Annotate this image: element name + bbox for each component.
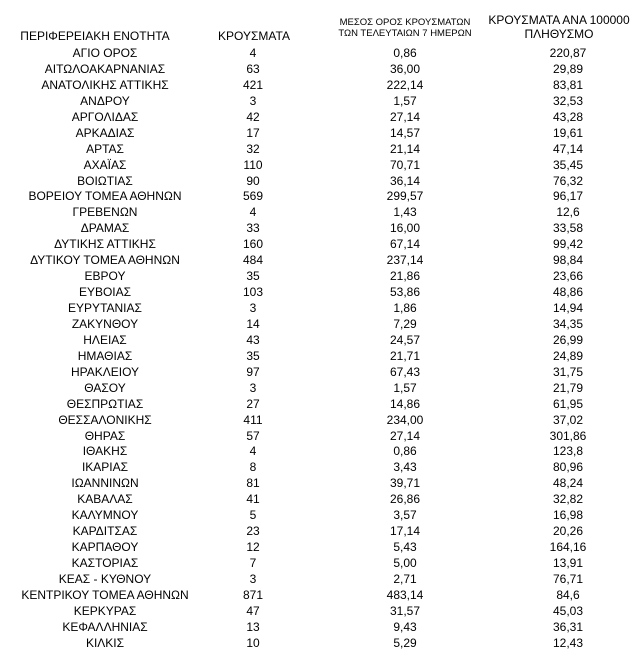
cases-cell: 10 [246,635,260,650]
per-100000-cell: 13,91 [552,556,584,570]
region-cell: ΗΜΑΘΙΑΣ [77,348,133,363]
per-100000-cell: 48,86 [552,285,584,300]
table-row [0,110,638,126]
seven-day-average-cell: 3,43 [393,460,417,475]
table-row [0,142,638,158]
region-cell: ΑΡΓΟΛΙΔΑΣ [71,109,139,124]
header-cases: ΚΡΟΥΣΜΑΤΑ [218,29,290,43]
table-row [0,604,638,620]
table-row [0,524,638,540]
cases-cell: 35 [246,269,260,284]
cases-cell: 569 [242,189,264,204]
seven-day-average-cell: 39,71 [389,476,421,491]
region-cell: ΔΡΑΜΑΣ [80,221,130,236]
region-cell: ΚΕΦΑΛΛΗΝΙΑΣ [62,619,148,634]
seven-day-average-cell: 5,00 [393,556,417,570]
per-100000-cell: 43,28 [552,109,584,124]
seven-day-average-cell: 1,57 [393,380,417,395]
region-cell: ΚΕΑΣ - ΚΥΘΝΟΥ [58,571,152,586]
table-row [0,78,638,94]
cases-cell: 13 [246,619,260,634]
table-row [0,444,638,460]
table-row [0,174,638,190]
seven-day-average-cell: 17,14 [389,524,421,539]
table-row [0,460,638,476]
cases-cell: 47 [246,603,260,618]
per-100000-cell: 14,94 [552,301,584,315]
table-row [0,62,638,78]
per-100000-cell: 12,43 [552,635,584,650]
cases-cell: 160 [242,237,264,252]
region-cell: ΘΕΣΠΡΩΤΙΑΣ [66,396,144,411]
cases-cell: 12 [246,540,260,555]
per-100000-cell: 76,32 [552,173,584,188]
per-100000-cell: 31,75 [552,364,584,379]
region-cell: ΚΙΛΚΙΣ [85,635,125,650]
seven-day-average-cell: 67,43 [389,364,421,379]
cases-cell: 3 [249,380,257,395]
per-100000-cell: 301,86 [549,428,587,443]
cases-cell: 3 [249,301,257,315]
table-row [0,556,638,572]
table-row [0,636,638,652]
seven-day-average-cell: 9,43 [393,619,417,634]
per-100000-cell: 80,96 [552,460,584,475]
cases-cell: 42 [246,109,260,124]
region-cell: ΙΘΑΚΗΣ [82,444,128,459]
table-row [0,349,638,365]
table-header [0,0,638,46]
table-row [0,413,638,429]
table-row [0,94,638,110]
cases-cell: 8 [249,460,257,475]
per-100000-cell: 16,98 [552,508,584,523]
cases-cell: 90 [246,173,260,188]
per-100000-cell: 76,71 [552,571,584,586]
cases-cell: 411 [243,412,263,427]
table-row [0,269,638,285]
per-100000-cell: 29,89 [552,61,584,76]
per-100000-cell: 61,95 [552,396,584,411]
table-row [0,301,638,317]
seven-day-average-cell: 21,14 [389,141,421,156]
per-100000-cell: 32,53 [552,93,584,108]
region-cell: ΚΑΣΤΟΡΙΑΣ [71,556,139,570]
seven-day-average-cell: 24,57 [389,332,421,347]
region-cell: ΑΙΤΩΛΟΑΚΑΡΝΑΝΙΑΣ [44,61,166,76]
region-cell: ΗΡΑΚΛΕΙΟΥ [70,364,140,379]
cases-cell: 7 [249,556,257,570]
per-100000-cell: 34,35 [552,316,584,331]
per-100000-cell: 24,89 [552,348,584,363]
cases-cell: 871 [242,587,264,602]
region-cell: ΒΟΙΩΤΙΑΣ [77,173,133,188]
region-cell: ΚΑΡΔΙΤΣΑΣ [72,524,138,539]
region-cell: ΕΥΒΟΙΑΣ [78,285,132,300]
cases-cell: 110 [243,157,263,172]
per-100000-cell: 123,8 [552,444,584,459]
header-cases-per-100000 [480,14,638,42]
seven-day-average-cell: 0,86 [393,444,417,459]
region-cell: ΑΓΙΟ ΟΡΟΣ [72,46,138,60]
seven-day-average-cell: 36,00 [389,61,421,76]
table-row [0,285,638,301]
seven-day-average-cell: 7,29 [393,316,417,331]
region-cell: ΒΟΡΕΙΟΥ ΤΟΜΕΑ ΑΘΗΝΩΝ [28,189,182,204]
seven-day-average-cell: 0,86 [393,46,417,60]
per-100000-cell: 96,17 [552,189,584,204]
seven-day-average-cell: 222,14 [386,77,424,92]
seven-day-average-cell: 16,00 [389,221,421,236]
region-cell: ΚΑΡΠΑΘΟΥ [71,540,139,555]
seven-day-average-cell: 36,14 [389,173,421,188]
per-100000-cell: 32,82 [552,492,584,507]
header-avg-line-1: ΜΕΣΟΣ ΟΡΟΣ ΚΡΟΥΣΜΑΤΩΝ [339,17,471,28]
cases-cell: 4 [249,444,257,459]
table-row [0,476,638,492]
region-cell: ΘΗΡΑΣ [84,428,126,443]
cases-cell: 23 [246,524,260,539]
region-cell: ΕΒΡΟΥ [84,269,126,284]
header-per-line-2: ΠΛΗΘΥΣΜΟ [524,26,594,41]
table-row [0,205,638,221]
seven-day-average-cell: 14,86 [389,396,421,411]
seven-day-average-cell: 53,86 [389,285,421,300]
per-100000-cell: 20,26 [552,524,584,539]
table-row [0,540,638,556]
seven-day-average-cell: 67,14 [389,237,421,252]
region-cell: ΑΡΤΑΣ [86,141,124,156]
cases-cell: 27 [246,396,260,411]
region-cell: ΙΩΑΝΝΙΝΩΝ [71,476,139,491]
table-row [0,397,638,413]
per-100000-cell: 84,6 [556,587,580,602]
seven-day-average-cell: 1,57 [393,93,417,108]
per-100000-cell: 48,24 [552,476,584,491]
per-100000-cell: 47,14 [552,141,584,156]
seven-day-average-cell: 5,43 [393,540,417,555]
cases-cell: 41 [246,492,260,507]
region-cell: ΘΑΣΟΥ [84,380,126,395]
seven-day-average-cell: 21,71 [389,348,421,363]
table-row [0,572,638,588]
region-cell: ΑΝΔΡΟΥ [80,93,130,108]
cases-cell: 63 [246,61,260,76]
per-100000-cell: 99,42 [552,237,584,252]
seven-day-average-cell: 234,00 [386,412,424,427]
cases-cell: 3 [249,571,257,586]
seven-day-average-cell: 483,14 [386,587,424,602]
cases-cell: 97 [246,364,260,379]
region-cell: ΑΝΑΤΟΛΙΚΗΣ ΑΤΤΙΚΗΣ [41,77,169,92]
region-cell: ΚΑΛΥΜΝΟΥ [71,508,139,523]
seven-day-average-cell: 26,86 [389,492,421,507]
table-body [0,46,638,652]
table-row [0,253,638,269]
region-cell: ΑΡΚΑΔΙΑΣ [75,125,135,140]
cases-cell: 81 [246,476,260,491]
table-row [0,317,638,333]
table-row [0,508,638,524]
cases-cell: 103 [242,285,264,300]
seven-day-average-cell: 1,43 [393,205,417,220]
table-row [0,126,638,142]
per-100000-cell: 98,84 [552,253,584,268]
per-100000-cell: 220,87 [549,46,587,60]
region-cell: ΙΚΑΡΙΑΣ [81,460,129,475]
seven-day-average-cell: 237,14 [386,253,424,268]
region-cell: ΔΥΤΙΚΟΥ ΤΟΜΕΑ ΑΘΗΝΩΝ [30,253,180,268]
region-cell: ΔΥΤΙΚΗΣ ΑΤΤΙΚΗΣ [54,237,156,252]
table-row [0,333,638,349]
header-per-line-1: ΚΡΟΥΣΜΑΤΑ ΑΝΑ 100000 [488,13,630,27]
per-100000-cell: 33,58 [552,221,584,236]
table-row [0,158,638,174]
per-100000-cell: 83,81 [552,77,584,92]
per-100000-cell: 12,6 [556,205,580,220]
per-100000-cell: 45,03 [552,603,584,618]
table-row [0,46,638,62]
seven-day-average-cell: 3,57 [393,508,417,523]
region-cell: ΓΡΕΒΕΝΩΝ [72,205,138,220]
cases-cell: 484 [242,253,264,268]
region-cell: ΖΑΚΥΝΘΟΥ [71,316,139,331]
table-row [0,381,638,397]
cases-cell: 5 [249,508,257,523]
table-row [0,237,638,253]
seven-day-average-cell: 1,86 [393,301,417,315]
per-100000-cell: 21,79 [552,380,584,395]
table-row [0,588,638,604]
region-cell: ΚΕΝΤΡΙΚΟΥ ΤΟΜΕΑ ΑΘΗΝΩΝ [21,587,189,602]
cases-cell: 4 [249,205,257,220]
cases-cell: 17 [246,125,260,140]
table-row [0,189,638,205]
table-row [0,429,638,445]
region-cell: ΑΧΑΪΑΣ [83,157,127,172]
per-100000-cell: 164,16 [549,540,587,555]
seven-day-average-cell: 2,71 [393,571,417,586]
per-100000-cell: 36,31 [552,619,584,634]
header-region: ΠΕΡΙΦΕΡΕΙΑΚΗ ΕΝΟΤΗΤΑ [20,29,170,43]
region-cell: ΘΕΣΣΑΛΟΝΙΚΗΣ [58,412,152,427]
cases-cell: 4 [249,46,257,60]
per-100000-cell: 35,45 [552,157,584,172]
cases-cell: 32 [246,141,260,156]
per-100000-cell: 23,66 [552,269,584,284]
region-cell: ΚΑΒΑΛΑΣ [77,492,133,507]
seven-day-average-cell: 70,71 [389,157,421,172]
cases-cell: 57 [246,428,260,443]
seven-day-average-cell: 5,29 [393,635,417,650]
cases-cell: 14 [246,316,260,331]
region-cell: ΚΕΡΚΥΡΑΣ [73,603,137,618]
cases-cell: 33 [246,221,260,236]
seven-day-average-cell: 21,86 [389,269,421,284]
seven-day-average-cell: 27,14 [389,109,421,124]
seven-day-average-cell: 14,57 [389,125,421,140]
cases-cell: 3 [249,93,257,108]
cases-cell: 43 [246,332,260,347]
seven-day-average-cell: 299,57 [386,189,424,204]
header-seven-day-average [330,18,480,40]
header-avg-line-2: ΤΩΝ ΤΕΛΕΥΤΑΙΩΝ 7 ΗΜΕΡΩΝ [338,27,472,39]
table-row [0,365,638,381]
per-100000-cell: 37,02 [552,412,584,427]
per-100000-cell: 26,99 [552,332,584,347]
per-100000-cell: 19,61 [552,125,584,140]
cases-cell: 421 [242,77,264,92]
seven-day-average-cell: 27,14 [389,428,421,443]
region-cell: ΕΥΡΥΤΑΝΙΑΣ [68,301,142,315]
table-row [0,492,638,508]
region-cell: ΗΛΕΙΑΣ [83,332,127,347]
seven-day-average-cell: 31,57 [389,603,421,618]
table-row [0,620,638,636]
table-row [0,221,638,237]
cases-cell: 35 [246,348,260,363]
